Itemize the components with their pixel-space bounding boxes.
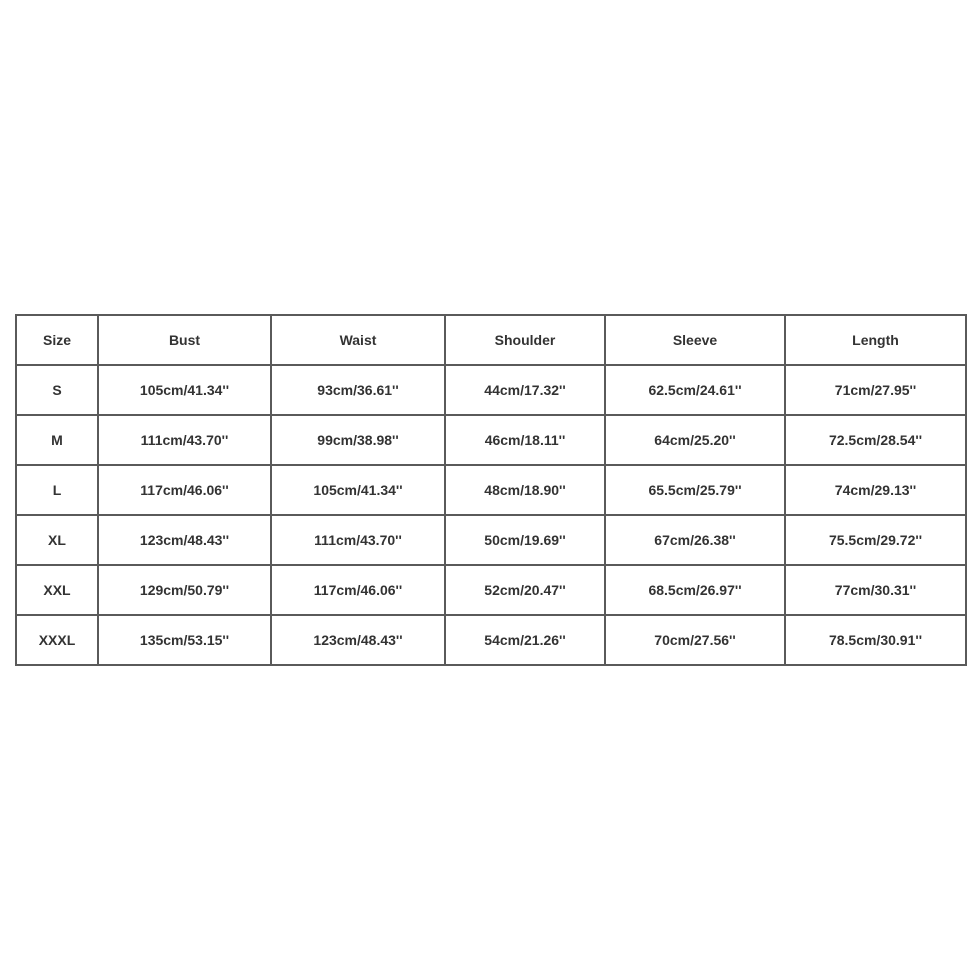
cell-length: 75.5cm/29.72'' <box>786 516 967 566</box>
cell-shoulder: 46cm/18.11'' <box>446 416 606 466</box>
table-row <box>17 366 967 416</box>
cell-sleeve: 70cm/27.56'' <box>606 616 786 666</box>
cell-bust: 129cm/50.79'' <box>99 566 272 616</box>
table-row <box>17 516 967 566</box>
cell-sleeve: 65.5cm/25.79'' <box>606 466 786 516</box>
cell-bust: 111cm/43.70'' <box>99 416 272 466</box>
table-header-row <box>17 316 967 366</box>
cell-bust: 105cm/41.34'' <box>99 366 272 416</box>
cell-shoulder: 48cm/18.90'' <box>446 466 606 516</box>
table-row <box>17 466 967 516</box>
cell-size: S <box>17 366 99 416</box>
cell-waist: 123cm/48.43'' <box>272 616 446 666</box>
cell-length: 71cm/27.95'' <box>786 366 967 416</box>
cell-size: M <box>17 416 99 466</box>
cell-length: 72.5cm/28.54'' <box>786 416 967 466</box>
cell-shoulder: 54cm/21.26'' <box>446 616 606 666</box>
cell-waist: 117cm/46.06'' <box>272 566 446 616</box>
header-sleeve: Sleeve <box>606 316 786 366</box>
cell-bust: 123cm/48.43'' <box>99 516 272 566</box>
cell-waist: 99cm/38.98'' <box>272 416 446 466</box>
table-row <box>17 566 967 616</box>
cell-sleeve: 68.5cm/26.97'' <box>606 566 786 616</box>
header-waist: Waist <box>272 316 446 366</box>
cell-size: XXL <box>17 566 99 616</box>
cell-shoulder: 44cm/17.32'' <box>446 366 606 416</box>
cell-size: XL <box>17 516 99 566</box>
cell-length: 74cm/29.13'' <box>786 466 967 516</box>
cell-size: L <box>17 466 99 516</box>
cell-length: 78.5cm/30.91'' <box>786 616 967 666</box>
header-shoulder: Shoulder <box>446 316 606 366</box>
cell-length: 77cm/30.31'' <box>786 566 967 616</box>
cell-sleeve: 62.5cm/24.61'' <box>606 366 786 416</box>
cell-sleeve: 67cm/26.38'' <box>606 516 786 566</box>
table-row <box>17 416 967 466</box>
cell-waist: 93cm/36.61'' <box>272 366 446 416</box>
cell-waist: 111cm/43.70'' <box>272 516 446 566</box>
cell-shoulder: 50cm/19.69'' <box>446 516 606 566</box>
header-size: Size <box>17 316 99 366</box>
size-chart-table <box>15 314 967 666</box>
header-length: Length <box>786 316 967 366</box>
cell-bust: 135cm/53.15'' <box>99 616 272 666</box>
cell-sleeve: 64cm/25.20'' <box>606 416 786 466</box>
cell-size: XXXL <box>17 616 99 666</box>
table-row <box>17 616 967 666</box>
cell-bust: 117cm/46.06'' <box>99 466 272 516</box>
cell-shoulder: 52cm/20.47'' <box>446 566 606 616</box>
header-bust: Bust <box>99 316 272 366</box>
cell-waist: 105cm/41.34'' <box>272 466 446 516</box>
